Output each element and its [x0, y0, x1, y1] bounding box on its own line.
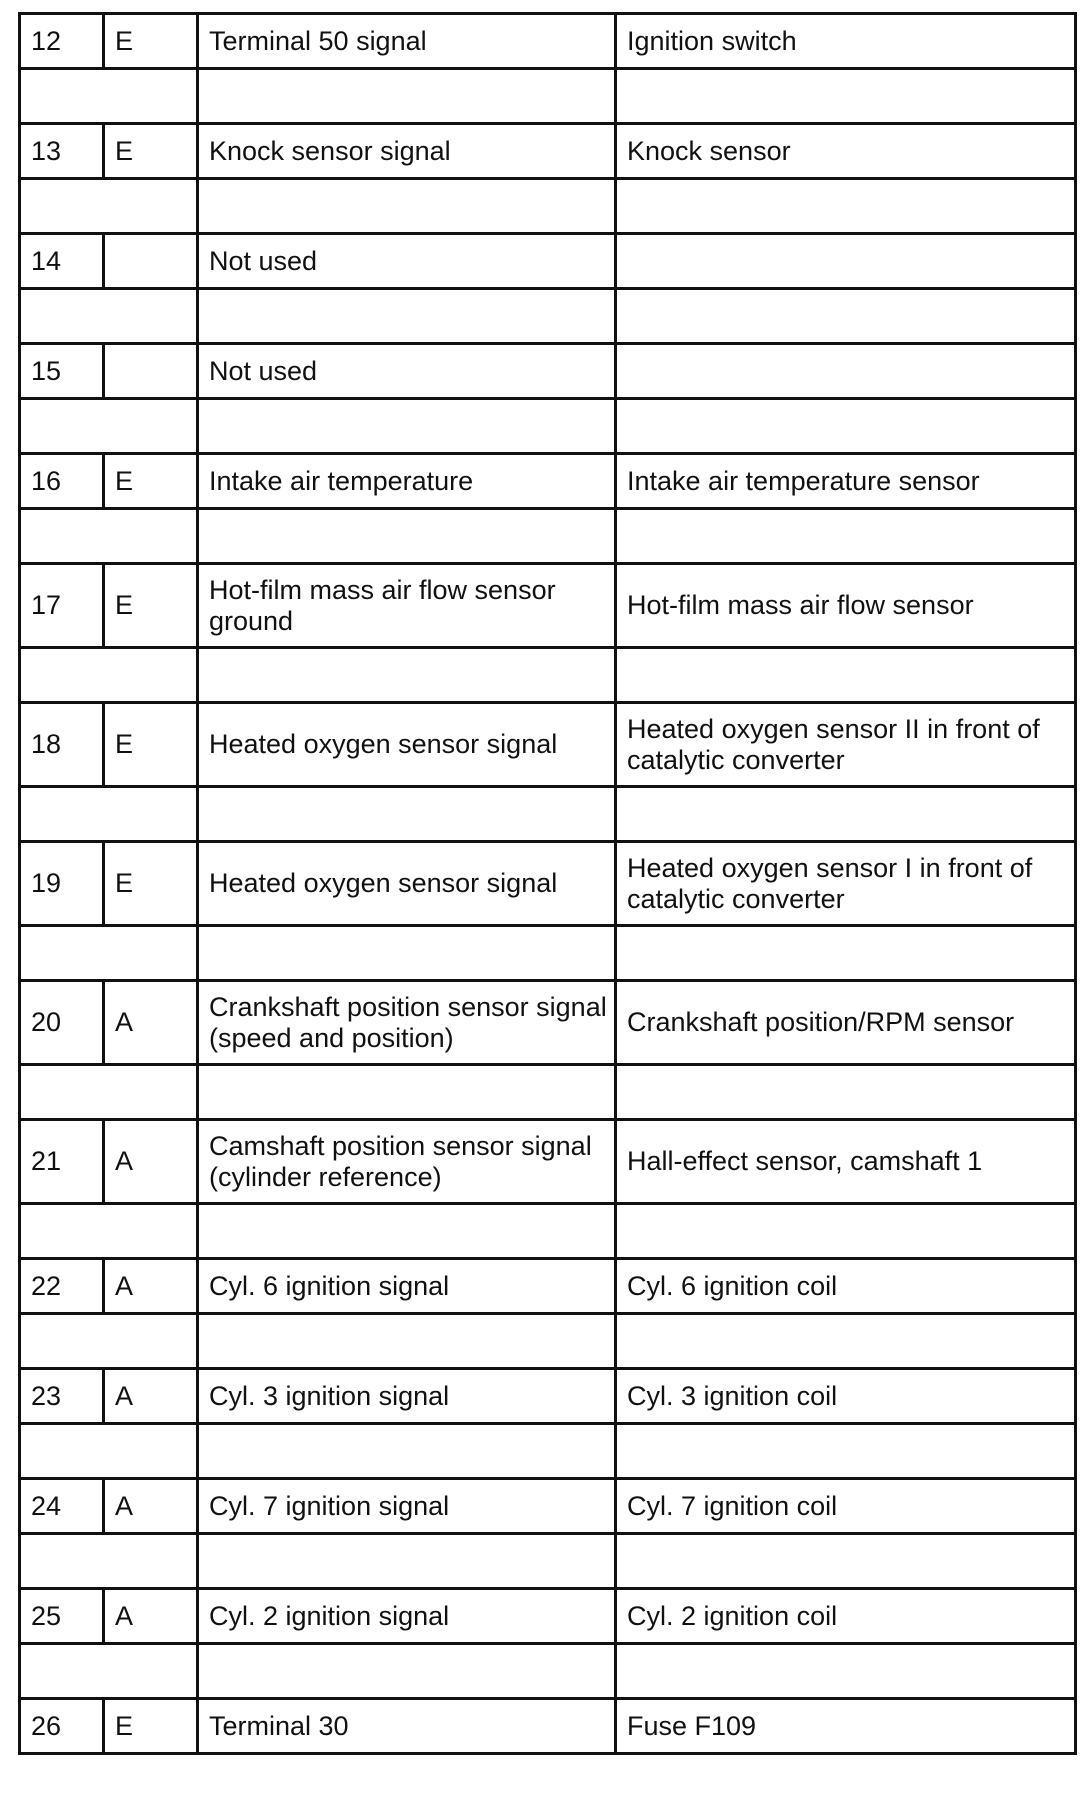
- empty-cell: [198, 69, 616, 124]
- empty-cell: [198, 1424, 616, 1479]
- component-cell: Crankshaft position/RPM sensor: [616, 981, 1076, 1065]
- signal-type-cell: A: [104, 1479, 198, 1534]
- signal-type-cell: E: [104, 14, 198, 69]
- pin-number-cell: 16: [20, 454, 104, 509]
- empty-cell: [20, 399, 104, 454]
- table-row: [20, 1589, 1076, 1644]
- pin-number-cell: 18: [20, 703, 104, 787]
- empty-cell: [20, 1644, 104, 1699]
- empty-cell: [198, 926, 616, 981]
- empty-cell: [198, 399, 616, 454]
- pin-table-body: [20, 14, 1076, 1754]
- empty-cell: [616, 509, 1076, 564]
- signal-description-cell: Terminal 50 signal: [198, 14, 616, 69]
- signal-description-cell: Heated oxygen sensor signal: [198, 842, 616, 926]
- signal-description-cell: Terminal 30: [198, 1699, 616, 1754]
- pin-number-cell: 23: [20, 1369, 104, 1424]
- empty-cell: [198, 1204, 616, 1259]
- empty-cell: [104, 509, 198, 564]
- empty-cell: [616, 648, 1076, 703]
- signal-type-cell: A: [104, 1589, 198, 1644]
- pin-number-cell: 15: [20, 344, 104, 399]
- signal-description-cell: Hot-film mass air flow sensor ground: [198, 564, 616, 648]
- empty-cell: [616, 926, 1076, 981]
- empty-cell: [616, 69, 1076, 124]
- signal-description-cell: Crankshaft position sensor signal (speed and position): [198, 981, 616, 1065]
- empty-cell: [198, 289, 616, 344]
- empty-cell: [104, 1314, 198, 1369]
- empty-cell: [198, 787, 616, 842]
- signal-description-cell: Cyl. 3 ignition signal: [198, 1369, 616, 1424]
- table-row: [20, 564, 1076, 648]
- signal-description-cell: Not used: [198, 344, 616, 399]
- empty-cell: [104, 1534, 198, 1589]
- pin-number-cell: 24: [20, 1479, 104, 1534]
- empty-cell: [104, 1644, 198, 1699]
- empty-cell: [104, 289, 198, 344]
- component-cell: Heated oxygen sensor I in front of catalytic converter: [616, 842, 1076, 926]
- table-row: [20, 703, 1076, 787]
- component-cell: Ignition switch: [616, 14, 1076, 69]
- empty-cell: [104, 399, 198, 454]
- empty-cell: [198, 1534, 616, 1589]
- table-row: [20, 1479, 1076, 1534]
- table-row: [20, 1699, 1076, 1754]
- component-cell: Cyl. 3 ignition coil: [616, 1369, 1076, 1424]
- table-row: [20, 1120, 1076, 1204]
- component-cell: Cyl. 2 ignition coil: [616, 1589, 1076, 1644]
- table-row: [20, 344, 1076, 399]
- empty-cell: [104, 648, 198, 703]
- table-row: [20, 1259, 1076, 1314]
- signal-description-cell: Cyl. 2 ignition signal: [198, 1589, 616, 1644]
- pin-number-cell: 17: [20, 564, 104, 648]
- spacer-row: [20, 179, 1076, 234]
- empty-cell: [198, 1314, 616, 1369]
- signal-type-cell: A: [104, 981, 198, 1065]
- empty-cell: [20, 1314, 104, 1369]
- component-cell: Hall-effect sensor, camshaft 1: [616, 1120, 1076, 1204]
- signal-description-cell: Knock sensor signal: [198, 124, 616, 179]
- spacer-row: [20, 1424, 1076, 1479]
- signal-description-cell: Cyl. 6 ignition signal: [198, 1259, 616, 1314]
- empty-cell: [104, 1065, 198, 1120]
- signal-type-cell: [104, 234, 198, 289]
- component-cell: Hot-film mass air flow sensor: [616, 564, 1076, 648]
- signal-description-cell: Cyl. 7 ignition signal: [198, 1479, 616, 1534]
- signal-description-cell: Camshaft position sensor signal (cylinder reference): [198, 1120, 616, 1204]
- empty-cell: [616, 1204, 1076, 1259]
- spacer-row: [20, 399, 1076, 454]
- empty-cell: [616, 289, 1076, 344]
- spacer-row: [20, 787, 1076, 842]
- empty-cell: [20, 926, 104, 981]
- empty-cell: [20, 1065, 104, 1120]
- empty-cell: [20, 648, 104, 703]
- empty-cell: [20, 69, 104, 124]
- component-cell: Fuse F109: [616, 1699, 1076, 1754]
- empty-cell: [104, 926, 198, 981]
- empty-cell: [616, 787, 1076, 842]
- empty-cell: [104, 1424, 198, 1479]
- signal-description-cell: Intake air temperature: [198, 454, 616, 509]
- spacer-row: [20, 1204, 1076, 1259]
- signal-type-cell: E: [104, 703, 198, 787]
- pin-number-cell: 20: [20, 981, 104, 1065]
- component-cell: [616, 344, 1076, 399]
- table-row: [20, 14, 1076, 69]
- empty-cell: [198, 509, 616, 564]
- empty-cell: [20, 1424, 104, 1479]
- pin-number-cell: 19: [20, 842, 104, 926]
- empty-cell: [198, 1065, 616, 1120]
- signal-type-cell: E: [104, 842, 198, 926]
- table-row: [20, 981, 1076, 1065]
- component-cell: Cyl. 6 ignition coil: [616, 1259, 1076, 1314]
- empty-cell: [20, 1204, 104, 1259]
- empty-cell: [616, 1534, 1076, 1589]
- component-cell: Intake air temperature sensor: [616, 454, 1076, 509]
- signal-type-cell: A: [104, 1120, 198, 1204]
- empty-cell: [20, 787, 104, 842]
- component-cell: Heated oxygen sensor II in front of catalytic converter: [616, 703, 1076, 787]
- signal-type-cell: A: [104, 1259, 198, 1314]
- spacer-row: [20, 509, 1076, 564]
- spacer-row: [20, 926, 1076, 981]
- signal-type-cell: E: [104, 564, 198, 648]
- pin-number-cell: 14: [20, 234, 104, 289]
- empty-cell: [198, 179, 616, 234]
- table-row: [20, 454, 1076, 509]
- spacer-row: [20, 1065, 1076, 1120]
- spacer-row: [20, 289, 1076, 344]
- signal-type-cell: E: [104, 1699, 198, 1754]
- table-row: [20, 124, 1076, 179]
- pin-number-cell: 21: [20, 1120, 104, 1204]
- empty-cell: [198, 648, 616, 703]
- empty-cell: [616, 1314, 1076, 1369]
- signal-type-cell: A: [104, 1369, 198, 1424]
- signal-type-cell: E: [104, 124, 198, 179]
- spacer-row: [20, 648, 1076, 703]
- empty-cell: [616, 179, 1076, 234]
- empty-cell: [616, 1644, 1076, 1699]
- spacer-row: [20, 1534, 1076, 1589]
- spacer-row: [20, 1644, 1076, 1699]
- empty-cell: [20, 1534, 104, 1589]
- empty-cell: [104, 787, 198, 842]
- empty-cell: [20, 179, 104, 234]
- empty-cell: [616, 1424, 1076, 1479]
- pin-number-cell: 13: [20, 124, 104, 179]
- table-row: [20, 842, 1076, 926]
- pin-number-cell: 26: [20, 1699, 104, 1754]
- component-cell: [616, 234, 1076, 289]
- signal-type-cell: [104, 344, 198, 399]
- empty-cell: [616, 1065, 1076, 1120]
- empty-cell: [616, 399, 1076, 454]
- spacer-row: [20, 1314, 1076, 1369]
- spacer-row: [20, 69, 1076, 124]
- component-cell: Knock sensor: [616, 124, 1076, 179]
- signal-description-cell: Heated oxygen sensor signal: [198, 703, 616, 787]
- pin-assignment-table: [18, 12, 1077, 1755]
- empty-cell: [104, 69, 198, 124]
- pin-number-cell: 22: [20, 1259, 104, 1314]
- pin-number-cell: 12: [20, 14, 104, 69]
- empty-cell: [104, 179, 198, 234]
- signal-type-cell: E: [104, 454, 198, 509]
- empty-cell: [20, 289, 104, 344]
- pin-number-cell: 25: [20, 1589, 104, 1644]
- table-row: [20, 234, 1076, 289]
- empty-cell: [198, 1644, 616, 1699]
- signal-description-cell: Not used: [198, 234, 616, 289]
- table-row: [20, 1369, 1076, 1424]
- empty-cell: [104, 1204, 198, 1259]
- component-cell: Cyl. 7 ignition coil: [616, 1479, 1076, 1534]
- empty-cell: [20, 509, 104, 564]
